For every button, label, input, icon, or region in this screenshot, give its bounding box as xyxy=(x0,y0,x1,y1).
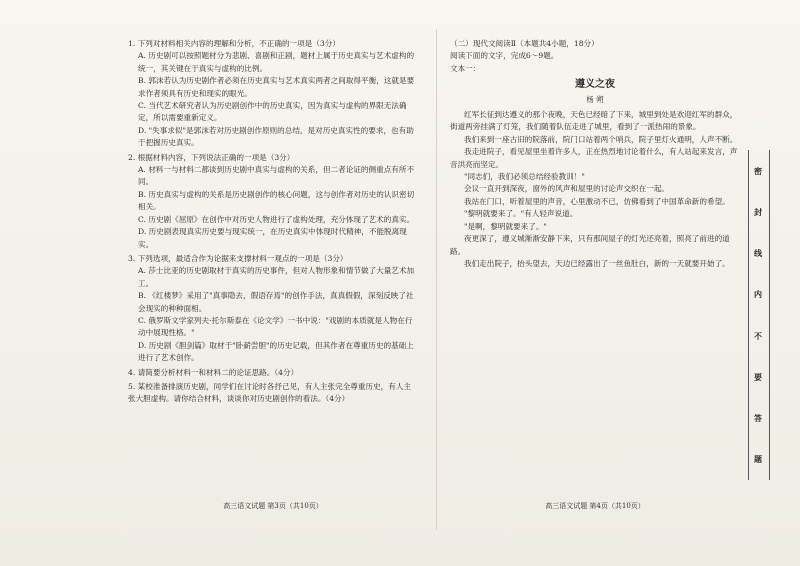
question-item xyxy=(128,381,418,406)
left-page xyxy=(128,38,418,528)
page-fold-divider xyxy=(436,30,437,530)
left-footer: 高三语文试题 第3页（共10页） xyxy=(223,501,323,510)
seal-char: 密 xyxy=(753,166,764,175)
article-paragraph: "是啊，黎明就要来了。" xyxy=(464,221,547,231)
seal-line-sidebar xyxy=(748,150,770,480)
article-paragraph: 我们走出院子，抬头望去，天边已经露出了一丝鱼肚白，新的一天就要开始了。 xyxy=(464,258,730,268)
question-item xyxy=(128,253,418,365)
question-option: C. 俄罗斯文学家列夫·托尔斯泰在《论文学》一书中说："戏剧的本质就是人物在行动中展现性格。" xyxy=(138,315,413,338)
question-option: A. 历史剧可以按照题材分为悲剧、喜剧和正剧，题材上属于历史真实与艺术虚构的统一，其关键在于真实与虚构的比例。 xyxy=(138,51,415,73)
instruction: 阅读下面的文字，完成6～9题。 xyxy=(450,51,559,61)
question-option: D. 历史剧表现真实历史要与现实统一，在历史真实中体现时代精神，不能脱离现实。 xyxy=(138,227,407,249)
question-option: B. 郭沫若认为历史剧作者必须在历史真实与艺术真实两者之间取得平衡，这就是要求作者须具有历史和现实的眼光。 xyxy=(138,76,415,98)
article-paragraph: 我站在门口，听着屋里的声音，心里激动不已，仿佛看到了中国革命新的希望。 xyxy=(464,196,730,206)
seal-char: 要 xyxy=(753,372,764,381)
question-item xyxy=(128,38,418,150)
article-paragraph: 红军长征到达遵义的那个夜晚，天色已经暗了下来，城里到处是欢迎红军的群众，街道两旁挂满了灯笼，我们随着队伍走进了城里，看到了一派热闹的景象。 xyxy=(450,110,738,132)
article-body xyxy=(450,109,740,270)
question-option: D. "失事求似"是郭沫若对历史剧创作原则的总结，是对历史真实性的要求，也有助于把握历史真实。 xyxy=(138,125,414,148)
question-list xyxy=(128,38,418,406)
question-item xyxy=(128,152,418,251)
question-stem: 3. 下列选项，最适合作为论据来支撑材料一观点的一项是（3分） xyxy=(128,253,348,263)
question-option: A. 莎士比亚的历史剧取材于真实的历史事件，但对人物形象和情节做了大量艺术加工。 xyxy=(138,266,415,288)
article-paragraph: 夜更深了，遵义城渐渐安静下来，只有那间屋子的灯光还亮着，照亮了前进的道路。 xyxy=(450,234,730,256)
seal-char: 封 xyxy=(753,207,764,216)
right-footer: 高三语文试题 第4页（共10页） xyxy=(545,501,645,510)
seal-char: 答 xyxy=(753,414,764,423)
question-option: B. 《红楼梦》采用了"真事隐去，假语存焉"的创作手法，真真假假，深刻反映了社会现实的种种面相。 xyxy=(138,291,414,313)
seal-char: 内 xyxy=(753,290,764,299)
question-stem: 1. 下列对材料相关内容的理解和分析，不正确的一项是（3分） xyxy=(128,39,340,48)
seal-char: 不 xyxy=(753,331,764,340)
text-label: 文本一： xyxy=(450,63,481,73)
article-paragraph: 我们来到一座古旧的院落前，院门口站着两个哨兵，院子里灯火通明，人声不断。 xyxy=(464,134,738,144)
question-stem: 4. 请简要分析材料一和材料二的论证思路。（4分） xyxy=(128,367,299,377)
article-paragraph: 我走进院子，看见屋里坐着许多人，正在热烈地讨论着什么，有人站起来发言，声音洪亮而坚定。 xyxy=(450,147,738,169)
article-title: 遵义之夜 xyxy=(575,79,615,91)
right-page xyxy=(450,38,740,528)
question-option: B. 历史真实与虚构的关系是历史剧创作的核心问题，这与创作者对历史的认识密切相关。 xyxy=(138,189,415,212)
question-stem: 5. 某校准备排演历史剧，同学们在讨论时各抒己见，有人主张完全尊重历史，有人主张大胆虚构。请你结合材料，谈谈你对历史剧创作的看法。（4分） xyxy=(128,381,412,404)
article-author: 杨 朔 xyxy=(586,94,604,104)
seal-char: 题 xyxy=(753,455,764,464)
question-option: C. 历史剧《屈原》在创作中对历史人物进行了虚构处理，充分体现了艺术的真实。 xyxy=(138,214,415,224)
seal-char: 线 xyxy=(753,249,764,258)
section-header: （二）现代文阅读Ⅱ（本题共4小题，18分） xyxy=(450,39,599,48)
article-paragraph: "同志们，我们必须总结经验教训！" xyxy=(464,172,585,182)
question-option: A. 材料一与材料二都谈到历史剧中真实与虚构的关系，但二者论证的侧重点有所不同。 xyxy=(138,165,415,187)
question-stem: 2. 根据材料内容，下列说法正确的一项是（3分） xyxy=(128,152,295,162)
article-paragraph: "黎明就要来了。"有人轻声说道。 xyxy=(464,209,578,219)
question-option: D. 历史剧《胆剑篇》取材于"卧薪尝胆"的历史记载，但其作者在尊重历史的基础上进行了艺术创作。 xyxy=(138,340,414,363)
question-option: C. 当代艺术研究者认为历史剧创作中的历史真实，因为真实与虚构的界限无法确定，所以需要重新定义。 xyxy=(138,101,407,123)
question-item xyxy=(128,367,418,379)
article-paragraph: 会议一直开到深夜，窗外的风声和屋里的讨论声交织在一起。 xyxy=(464,184,670,194)
